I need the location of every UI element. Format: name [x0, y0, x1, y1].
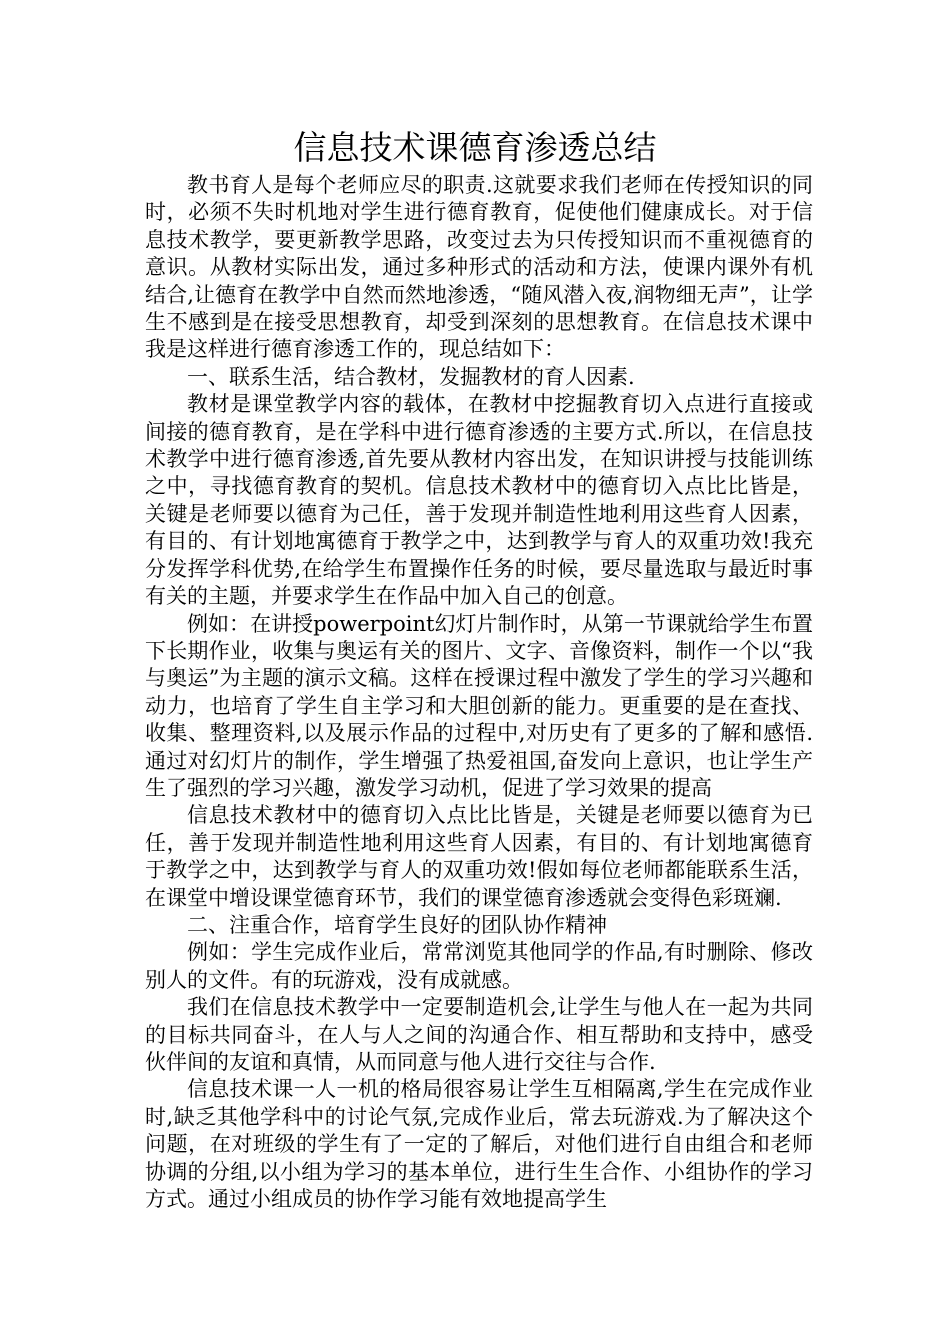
- paragraph: 我们在信息技术教学中一定要制造机会,让学生与他人在一起为共同的目标共同奋斗，在人与人之间的沟通合作、相互帮助和支持中，感受伙伴间的友谊和真情，从而同意与他人进行交往与合作.: [145, 995, 813, 1074]
- document-title: 信息技术课德育渗透总结: [293, 128, 657, 167]
- paragraph: 信息技术教材中的德育切入点比比皆是，关键是老师要以德育为已任，善于发现并制造性地利用这些育人因素，有目的、有计划地寓德育于教学之中，达到教学与育人的双重功效!假如每位老师都能联系生活，在课堂中增设课堂德育环节，我们的课堂德育渗透就会变得色彩斑斓.: [145, 803, 813, 910]
- paragraph: 信息技术课一人一机的格局很容易让学生互相隔离,学生在完成作业时,缺乏其他学科中的讨论气氛,完成作业后，常去玩游戏.为了解决这个问题，在对班级的学生有了一定的了解后，对他们进行自由组合和老师协调的分组,以小组为学习的基本单位，进行生生合作、小组协作的学习方式。通过小组成员的协作学习能有效地提高学生: [145, 1077, 813, 1212]
- paragraph: 教材是课堂教学内容的载体，在教材中挖掘教育切入点进行直接或间接的德育教育，是在学科中进行德育渗透的主要方式.所以，在信息技术教学中进行德育渗透,首先要从教材内容出发，在知识讲授与技能训练之中，寻找德育教育的契机。信息技术教材中的德育切入点比比皆是，关键是老师要以德育为己任，善于发现并制造性地利用这些育人因素，有目的、有计划地寓德育于教学之中，达到教学与育人的双重功效!我充分发挥学科优势,在给学生布置操作任务的时候，要尽量选取与最近时事有关的主题，并要求学生在作品中加入自己的创意。: [145, 392, 813, 609]
- paragraph-example: 例如：在讲授powerpoint幻灯片制作时，从第一节课就给学生布置下长期作业，收集与奥运有关的图片、文字、音像资料，制作一个以“我与奥运”为主题的演示文稿。这样在授课过程中激发了学生的学习兴趣和动力，也培育了学生自主学习和大胆创新的能力。更重要的是在查找、收集、整理资料,以及展示作品的过程中,对历史有了更多的了解和感悟.通过对幻灯片的制作，学生增强了热爱祖国,奋发向上意识，也让学生产生了强烈的学习兴趣，激发学习动机，促进了学习效果的提高: [145, 611, 813, 800]
- section-heading-1: 一、联系生活，结合教材，发掘教材的育人因素.: [187, 364, 635, 389]
- section-heading-2: 二、注重合作，培育学生良好的团队协作精神: [187, 912, 607, 937]
- paragraph-intro: 教书育人是每个老师应尽的职责.这就要求我们老师在传授知识的同时，必须不失时机地对学生进行德育教育，促使他们健康成长。对于信息技术教学，要更新教学思路，改变过去为只传授知识而不重视德育的意识。从教材实际出发，通过多种形式的活动和方法，使课内课外有机结合,让德育在教学中自然而然地渗透，“随风潜入夜,润物细无声”，让学生不感到是在接受思想教育，却受到深刻的思想教育。在信息技术课中我是这样进行德育渗透工作的，现总结如下：: [145, 173, 813, 362]
- document-body: [145, 172, 813, 1213]
- paragraph-example: 例如：学生完成作业后，常常浏览其他同学的作品,有时删除、修改别人的文件。有的玩游戏，没有成就感。: [145, 940, 813, 992]
